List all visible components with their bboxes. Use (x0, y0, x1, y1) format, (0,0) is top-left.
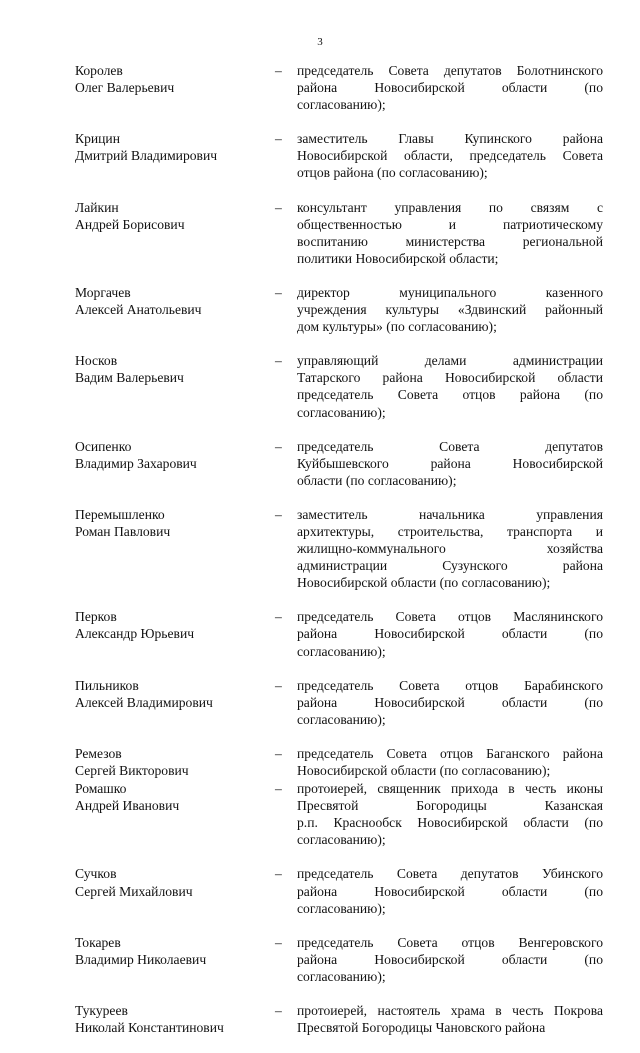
member-name (75, 780, 275, 848)
member-position (297, 780, 603, 848)
member-name (75, 677, 275, 728)
member-position (297, 199, 603, 267)
member-surname: Ромашко (75, 781, 127, 797)
member-given-names: Николай Константинович (75, 1020, 224, 1036)
position-line: управляющий делами администрации (297, 353, 603, 369)
member-position (297, 1002, 603, 1036)
position-line: области (по согласованию); (297, 472, 457, 488)
position-line: председатель Совета депутатов Убинского (297, 866, 603, 882)
member-given-names: Вадим Валерьевич (75, 370, 184, 386)
member-surname: Тукуреев (75, 1003, 128, 1019)
position-line: района Новосибирской области (по (297, 626, 603, 642)
position-line: протоиерей, священник прихода в честь иконы (297, 781, 603, 797)
dash-separator: – (275, 199, 282, 215)
list-item (75, 284, 603, 335)
member-name (75, 199, 275, 267)
member-list (75, 62, 603, 1053)
member-position (297, 130, 603, 181)
member-surname: Осипенко (75, 438, 132, 454)
dash-separator: – (275, 506, 282, 522)
position-line: Новосибирской области (по согласованию); (297, 575, 551, 591)
list-item (75, 506, 603, 591)
dash-separator: – (275, 1003, 282, 1019)
member-position (297, 934, 603, 985)
position-line: согласованию); (297, 968, 386, 984)
position-line: Татарского района Новосибирской области (297, 370, 603, 386)
member-surname: Моргачев (75, 284, 131, 300)
member-given-names: Олег Валерьевич (75, 80, 175, 96)
member-name (75, 130, 275, 181)
position-line: согласованию); (297, 711, 386, 727)
position-line: согласованию); (297, 832, 386, 848)
member-surname: Лайкин (75, 199, 119, 215)
member-given-names: Алексей Анатольевич (75, 302, 202, 318)
member-surname: Крицин (75, 131, 120, 147)
dash-separator: – (275, 284, 282, 300)
dash-separator: – (275, 353, 282, 369)
list-item (75, 780, 603, 848)
member-surname: Королев (75, 63, 123, 78)
member-name (75, 934, 275, 985)
member-position (297, 284, 603, 335)
member-given-names: Сергей Викторович (75, 763, 189, 778)
position-line: района Новосибирской области (по (297, 80, 603, 96)
list-item (75, 934, 603, 985)
member-name (75, 608, 275, 659)
position-line: протоиерей, настоятель храма в честь Покрова (297, 1003, 603, 1019)
member-given-names: Александр Юрьевич (75, 626, 195, 642)
list-item (75, 865, 603, 916)
member-position (297, 352, 603, 420)
member-given-names: Алексей Владимирович (75, 694, 213, 710)
position-line: дом культуры» (по согласованию); (297, 319, 497, 335)
member-name (75, 1002, 275, 1036)
position-line: Новосибирской области (по согласованию); (297, 763, 551, 778)
position-line: председатель Совета отцов Маслянинского (297, 609, 603, 625)
list-item (75, 199, 603, 267)
position-line: согласованию); (297, 404, 386, 420)
position-line: Пресвятой Богородицы Чановского района (297, 1020, 546, 1036)
member-name (75, 62, 275, 113)
dash-separator: – (275, 63, 282, 78)
member-given-names: Дмитрий Владимирович (75, 148, 218, 164)
position-line: согласованию); (297, 97, 386, 113)
member-position (297, 608, 603, 659)
dash-separator: – (275, 609, 282, 625)
member-name (75, 865, 275, 916)
position-line: района Новосибирской области (по (297, 694, 603, 710)
position-line: политики Новосибирской области; (297, 250, 499, 266)
position-line: консультант управления по связям с (297, 199, 603, 215)
list-item (75, 1002, 603, 1036)
list-item (75, 62, 603, 113)
position-line: архитектуры, строительства, транспорта и (297, 523, 603, 539)
dash-separator: – (275, 866, 282, 882)
member-surname: Ремезов (75, 745, 122, 761)
dash-separator: – (275, 934, 282, 950)
member-surname: Носков (75, 353, 118, 369)
position-line: учреждения культуры «Здвинский районный (297, 302, 603, 318)
dash-separator: – (275, 131, 282, 147)
dash-separator: – (275, 745, 282, 761)
page-number: 3 (317, 36, 323, 48)
position-line: общественностью и патриотическому (297, 216, 603, 232)
member-name (75, 284, 275, 335)
position-line: согласованию); (297, 643, 386, 659)
position-line: Куйбышевского района Новосибирской (297, 455, 603, 471)
member-surname: Токарев (75, 934, 121, 950)
member-position (297, 745, 603, 779)
member-position (297, 62, 603, 113)
dash-separator: – (275, 677, 282, 693)
member-position (297, 506, 603, 591)
member-name (75, 352, 275, 420)
member-given-names: Андрей Иванович (75, 798, 180, 814)
position-line: р.п. Краснообск Новосибирской области (по (297, 815, 603, 831)
list-item (75, 130, 603, 181)
member-given-names: Владимир Николаевич (75, 951, 207, 967)
member-name (75, 438, 275, 489)
position-line: Новосибирской области, председатель Совета (297, 148, 603, 164)
dash-separator: – (275, 781, 282, 797)
position-line: директор муниципального казенного (297, 284, 603, 300)
position-line: воспитанию министерства региональной (297, 233, 603, 249)
position-line: заместитель начальника управления (297, 506, 603, 522)
list-item (75, 608, 603, 659)
position-line: жилищно-коммунального хозяйства (297, 541, 603, 557)
position-line: председатель Совета отцов Венгеровского (297, 934, 603, 950)
position-line: администрации Сузунского района (297, 558, 603, 574)
position-line: председатель Совета отцов района (по (297, 387, 603, 403)
member-given-names: Сергей Михайлович (75, 883, 193, 899)
list-item (75, 677, 603, 728)
member-surname: Перков (75, 609, 117, 625)
member-name (75, 745, 275, 779)
member-name (75, 506, 275, 591)
dash-separator: – (275, 438, 282, 454)
list-item (75, 745, 603, 779)
position-line: председатель Совета отцов Баганского района (297, 745, 603, 761)
position-line: председатель Совета отцов Барабинского (297, 677, 603, 693)
position-line: заместитель Главы Купинского района (297, 131, 603, 147)
position-line: района Новосибирской области (по (297, 951, 603, 967)
member-position (297, 438, 603, 489)
member-surname: Сучков (75, 866, 117, 882)
member-given-names: Роман Павлович (75, 523, 171, 539)
member-given-names: Владимир Захарович (75, 455, 197, 471)
position-line: отцов района (по согласованию); (297, 165, 488, 181)
list-item (75, 352, 603, 420)
position-line: района Новосибирской области (по (297, 883, 603, 899)
member-surname: Перемышленко (75, 506, 165, 522)
position-line: председатель Совета депутатов (297, 438, 603, 454)
member-position (297, 865, 603, 916)
member-given-names: Андрей Борисович (75, 216, 185, 232)
list-item (75, 438, 603, 489)
position-line: Пресвятой Богородицы Казанская (297, 798, 603, 814)
member-surname: Пильников (75, 677, 139, 693)
position-line: председатель Совета депутатов Болотнинского (297, 63, 603, 78)
position-line: согласованию); (297, 900, 386, 916)
member-position (297, 677, 603, 728)
